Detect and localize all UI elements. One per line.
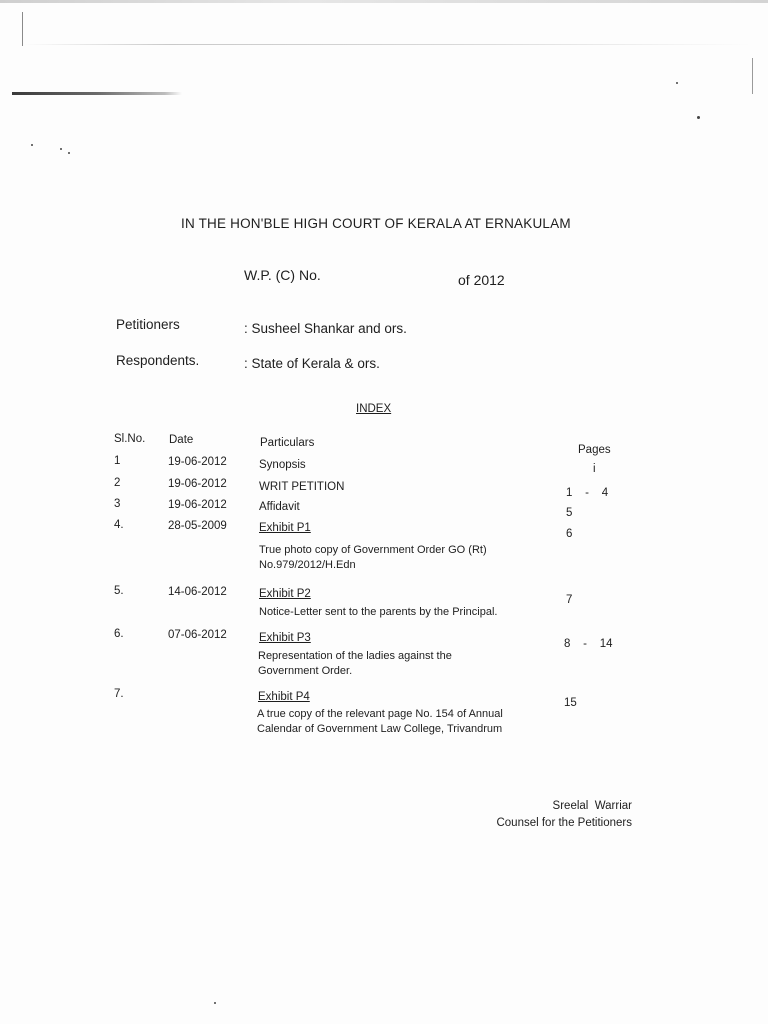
row-2-sl: 2 (114, 477, 121, 489)
row-6-description: Representation of the ladies against the Government Order. (258, 650, 452, 677)
scan-speck (214, 1002, 216, 1004)
row-2-pages: 1 - 4 (566, 487, 609, 499)
row-6-pages: 8 - 14 (564, 638, 613, 650)
row-5-exhibit: Exhibit P2 (259, 588, 311, 600)
scan-mark-left (22, 12, 23, 46)
counsel-designation: Counsel for the Petitioners (496, 817, 632, 829)
scan-bar-artifact (12, 92, 182, 95)
row-7-description: A true copy of the relevant page No. 154 of Annual Calendar of Government Law College, Trivandrum (257, 708, 503, 735)
petitioners-value: : Susheel Shankar and ors. (244, 321, 407, 336)
row-2-date: 19-06-2012 (168, 478, 227, 490)
row-6-sl: 6. (114, 628, 124, 640)
row-2-particulars: WRIT PETITION (259, 481, 345, 493)
row-6-date: 07-06-2012 (168, 629, 227, 641)
row-3-sl: 3 (114, 498, 121, 510)
row-4-pages: 6 (566, 528, 573, 540)
header-pages: Pages (578, 444, 611, 456)
row-5-date: 14-06-2012 (168, 586, 227, 598)
header-particulars: Particulars (260, 437, 315, 449)
scan-speck (697, 116, 700, 119)
scan-rule (24, 44, 752, 45)
row-4-exhibit: Exhibit P1 (259, 522, 311, 534)
row-4-description: True photo copy of Government Order GO (Rt) No.979/2012/H.Edn (259, 544, 487, 571)
row-7-sl: 7. (114, 688, 124, 700)
row-3-date: 19-06-2012 (168, 499, 227, 511)
case-number-label: W.P. (C) No. (244, 267, 321, 283)
row-5-pages: 7 (566, 594, 573, 606)
row-3-particulars: Affidavit (259, 501, 300, 513)
scan-edge-artifact (0, 0, 768, 3)
index-title: INDEX (356, 403, 392, 415)
court-title: IN THE HON'BLE HIGH COURT OF KERALA AT ERNAKULAM (181, 216, 571, 231)
row-7-exhibit: Exhibit P4 (258, 691, 310, 703)
case-year: of 2012 (458, 272, 505, 288)
scan-mark-right (752, 58, 753, 94)
petitioners-label: Petitioners (116, 317, 180, 332)
row-1-sl: 1 (114, 455, 121, 467)
row-6-exhibit: Exhibit P3 (259, 632, 311, 644)
scan-speck (676, 82, 678, 84)
respondents-label: Respondents. (116, 353, 200, 368)
row-3-pages: 5 (566, 507, 573, 519)
row-5-sl: 5. (114, 585, 124, 597)
row-1-date: 19-06-2012 (168, 456, 227, 468)
row-5-description: Notice-Letter sent to the parents by the Principal. (259, 606, 498, 618)
row-4-sl: 4. (114, 519, 124, 531)
scan-speck (60, 148, 62, 150)
row-4-date: 28-05-2009 (168, 520, 227, 532)
header-date: Date (169, 434, 194, 446)
counsel-name: Sreelal Warriar (552, 800, 632, 812)
scan-speck (31, 144, 33, 146)
row-7-pages: 15 (564, 697, 577, 709)
scan-speck (68, 152, 70, 154)
header-sl-no: Sl.No. (114, 433, 146, 445)
respondents-value: : State of Kerala & ors. (244, 356, 380, 371)
row-1-particulars: Synopsis (259, 459, 306, 471)
header-pages-sub: i (593, 463, 596, 475)
